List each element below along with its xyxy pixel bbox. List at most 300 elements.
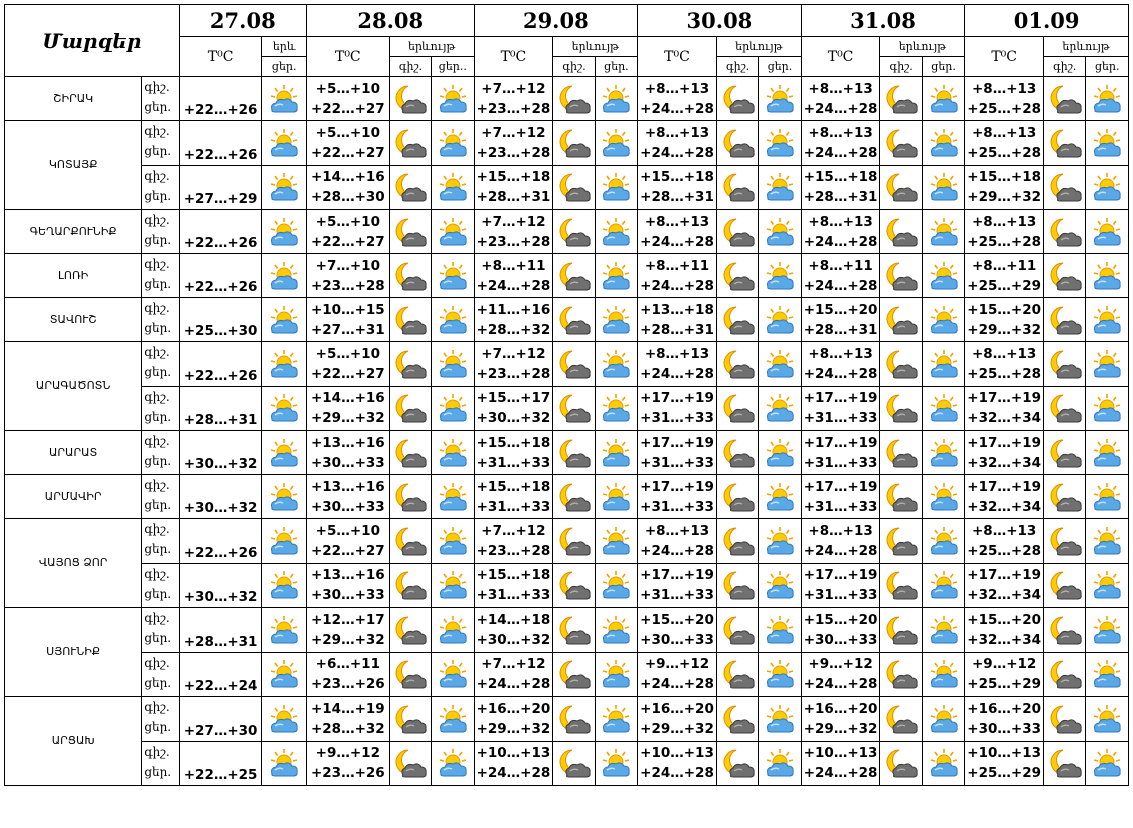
day-temp: +24…+28	[640, 100, 714, 117]
night-temp: +8…+13	[808, 80, 873, 97]
moon-cloud-icon	[389, 77, 431, 121]
sun-cloud-icon	[759, 342, 801, 387]
moon-cloud-icon	[553, 210, 595, 254]
night-temp: +8…+13	[972, 522, 1037, 539]
day-temp: +28…+31	[803, 321, 878, 338]
night-temp: +13…+16	[310, 567, 385, 584]
sun-cloud-icon	[922, 121, 964, 166]
region-name: ԱՐԱԳԱԾՈՏՆ	[5, 342, 142, 431]
moon-cloud-icon	[716, 697, 758, 742]
moon-cloud-icon	[1044, 254, 1086, 298]
night-label: գիշ.	[144, 522, 170, 536]
temp-range-pair	[306, 475, 389, 519]
table-row	[5, 475, 1129, 519]
sun-cloud-icon	[432, 563, 474, 608]
moon-cloud-icon	[880, 254, 922, 298]
time-labels	[142, 254, 179, 298]
sun-cloud-icon	[1086, 741, 1129, 786]
time-labels	[142, 608, 179, 653]
temp-header-4: T⁰C	[801, 37, 880, 77]
day-temp: +31…+33	[476, 454, 551, 471]
temp-range: +30…+32	[179, 563, 262, 608]
temp-range-pair	[965, 121, 1044, 166]
moon-cloud-icon	[1044, 475, 1086, 519]
temp-range-pair	[306, 431, 389, 475]
temp-header-1: T⁰C	[306, 37, 389, 77]
header-date-row	[5, 5, 1129, 37]
day-temp: +23…+28	[476, 233, 551, 250]
moon-cloud-icon	[880, 563, 922, 608]
day-temp: +24…+28	[640, 676, 714, 693]
sun-cloud-icon	[262, 165, 306, 210]
day-header-2: ցեր.	[595, 57, 637, 77]
day-temp: +29…+32	[803, 720, 878, 737]
day-temp: +24…+28	[803, 542, 878, 559]
sun-cloud-icon	[1086, 342, 1129, 387]
sun-cloud-icon	[262, 342, 306, 387]
temp-range: +22…+26	[179, 254, 262, 298]
moon-cloud-icon	[553, 697, 595, 742]
sun-cloud-icon	[595, 121, 637, 166]
temp-range-pair	[306, 563, 389, 608]
moon-cloud-icon	[880, 475, 922, 519]
night-temp: +16…+20	[967, 700, 1041, 717]
moon-cloud-icon	[716, 254, 758, 298]
sun-cloud-icon	[922, 165, 964, 210]
temp-range-pair	[801, 342, 880, 387]
temp-range-pair	[965, 697, 1044, 742]
phenomenon-header-5: երևույթ	[1044, 37, 1129, 57]
phenomenon-header-3: երևույթ	[716, 37, 801, 57]
sun-cloud-icon	[262, 563, 306, 608]
moon-cloud-icon	[553, 165, 595, 210]
temp-range-pair	[474, 386, 553, 431]
temp-range-pair	[306, 298, 389, 342]
temp-range-pair	[638, 741, 717, 786]
night-temp: +10…+13	[476, 745, 551, 762]
sun-cloud-icon	[262, 386, 306, 431]
sun-cloud-icon	[432, 77, 474, 121]
day-header-1: ցեր..	[432, 57, 474, 77]
table-row	[5, 563, 1129, 608]
moon-cloud-icon	[553, 121, 595, 166]
day-temp: +24…+28	[640, 144, 714, 161]
night-temp: +17…+19	[640, 390, 714, 407]
temp-range-pair	[965, 386, 1044, 431]
temp-range-pair	[801, 741, 880, 786]
night-temp: +14…+16	[310, 169, 385, 186]
temp-range-pair	[638, 210, 717, 254]
temp-range: +28…+31	[179, 386, 262, 431]
sun-cloud-icon	[1086, 386, 1129, 431]
day-temp: +24…+28	[640, 365, 714, 382]
day-temp: +23…+28	[476, 365, 551, 382]
day-temp: +25…+28	[967, 144, 1041, 161]
sun-cloud-icon	[759, 475, 801, 519]
sun-cloud-icon	[922, 475, 964, 519]
moon-cloud-icon	[880, 519, 922, 564]
sun-cloud-icon	[1086, 254, 1129, 298]
night-header-2: գիշ.	[553, 57, 595, 77]
moon-cloud-icon	[1044, 77, 1086, 121]
day-temp: +25…+28	[967, 233, 1041, 250]
moon-cloud-icon	[716, 608, 758, 653]
temp-range: +22…+26	[179, 77, 262, 121]
night-temp: +15…+18	[803, 169, 878, 186]
moon-cloud-icon	[1044, 563, 1086, 608]
moon-cloud-icon	[389, 697, 431, 742]
moon-cloud-icon	[553, 386, 595, 431]
day-temp: +24…+28	[803, 676, 878, 693]
sun-cloud-icon	[922, 254, 964, 298]
temp-range-pair	[638, 254, 717, 298]
temp-range-pair	[306, 121, 389, 166]
temp-range-pair	[474, 77, 553, 121]
night-temp: +8…+11	[481, 257, 546, 274]
date-header-1: 28.08	[306, 5, 474, 37]
phenomenon-header-4: երևույթ	[880, 37, 965, 57]
day-temp: +29…+32	[967, 321, 1041, 338]
night-label: գիշ.	[144, 345, 170, 359]
day-temp: +29…+32	[310, 410, 385, 427]
sun-cloud-icon	[262, 77, 306, 121]
sun-cloud-icon	[595, 697, 637, 742]
moon-cloud-icon	[553, 519, 595, 564]
night-temp: +8…+11	[972, 257, 1037, 274]
temp-range-pair	[474, 298, 553, 342]
night-temp: +8…+13	[644, 213, 710, 230]
moon-cloud-icon	[553, 608, 595, 653]
night-temp: +15…+18	[967, 169, 1041, 186]
temp-range-pair	[965, 608, 1044, 653]
day-temp: +31…+33	[803, 498, 878, 515]
day-temp: +24…+28	[640, 765, 714, 782]
night-temp: +17…+19	[803, 390, 878, 407]
moon-cloud-icon	[389, 652, 431, 697]
night-temp: +8…+11	[808, 257, 873, 274]
temp-range-pair	[965, 210, 1044, 254]
day-temp: +30…+33	[310, 454, 385, 471]
night-label: գիշ.	[144, 389, 170, 404]
day-temp: +24…+28	[803, 365, 878, 382]
moon-cloud-icon	[880, 298, 922, 342]
time-labels	[142, 652, 179, 697]
moon-cloud-icon	[716, 298, 758, 342]
temp-range-pair	[306, 697, 389, 742]
night-temp: +17…+19	[803, 567, 878, 584]
temp-range-pair	[965, 563, 1044, 608]
sun-cloud-icon	[262, 121, 306, 166]
sun-cloud-icon	[759, 652, 801, 697]
day-header-5: ցեր.	[1086, 57, 1129, 77]
day-temp: +24…+28	[640, 233, 714, 250]
table-row	[5, 254, 1129, 298]
temp-range-pair	[801, 210, 880, 254]
moon-cloud-icon	[716, 431, 758, 475]
moon-cloud-icon	[389, 210, 431, 254]
day-label: ցեր.	[144, 365, 172, 379]
day-header-3: ցեր.	[759, 57, 801, 77]
moon-cloud-icon	[389, 475, 431, 519]
table-row	[5, 342, 1129, 387]
table-row	[5, 210, 1129, 254]
temp-range-pair	[474, 608, 553, 653]
night-temp: +14…+18	[476, 611, 551, 628]
night-temp: +15…+18	[640, 169, 714, 186]
night-header-5: գիշ.	[1044, 57, 1086, 77]
temp-header-5: T⁰C	[965, 37, 1044, 77]
table-row	[5, 77, 1129, 121]
moon-cloud-icon	[553, 298, 595, 342]
day-temp: +32…+34	[967, 587, 1041, 604]
day-label: ցեր.	[144, 586, 172, 601]
moon-cloud-icon	[1044, 298, 1086, 342]
night-temp: +15…+20	[967, 301, 1041, 318]
temp-range: +27…+30	[179, 697, 262, 742]
night-temp: +13…+16	[310, 434, 385, 451]
day-temp: +29…+32	[310, 631, 385, 648]
sun-cloud-icon	[595, 254, 637, 298]
night-temp: +5…+10	[315, 124, 380, 141]
night-temp: +5…+10	[315, 522, 380, 539]
moon-cloud-icon	[1044, 165, 1086, 210]
night-temp: +8…+13	[972, 124, 1037, 141]
moon-cloud-icon	[1044, 608, 1086, 653]
sun-cloud-icon	[1086, 431, 1129, 475]
night-temp: +12…+17	[310, 611, 385, 628]
night-temp: +17…+19	[967, 478, 1041, 495]
sun-cloud-icon	[1086, 165, 1129, 210]
temp-range-pair	[965, 519, 1044, 564]
sun-cloud-icon	[595, 608, 637, 653]
day-temp: +24…+28	[803, 765, 878, 782]
sun-cloud-icon	[1086, 77, 1129, 121]
temp-range-pair	[801, 697, 880, 742]
moon-cloud-icon	[880, 431, 922, 475]
temp-range: +22…+26	[179, 519, 262, 564]
sun-cloud-icon	[1086, 121, 1129, 166]
night-temp: +15…+20	[967, 611, 1041, 628]
sun-cloud-icon	[595, 298, 637, 342]
table-row	[5, 431, 1129, 475]
night-temp: +15…+20	[803, 301, 878, 318]
temp-range: +22…+26	[179, 210, 262, 254]
moon-cloud-icon	[880, 77, 922, 121]
sun-cloud-icon	[595, 77, 637, 121]
night-temp: +10…+13	[640, 745, 714, 762]
sun-cloud-icon	[432, 342, 474, 387]
day-temp: +22…+27	[310, 542, 385, 559]
phenomenon-header-1: երևույթ	[389, 37, 474, 57]
region-name: ԱՐԱՐԱՏ	[5, 431, 142, 475]
night-temp: +17…+19	[640, 567, 714, 584]
night-temp: +10…+13	[967, 745, 1041, 762]
moon-cloud-icon	[716, 121, 758, 166]
day-temp: +25…+28	[967, 365, 1041, 382]
day-temp: +29…+32	[476, 720, 551, 737]
temp-range-pair	[801, 431, 880, 475]
night-header-3: գիշ.	[716, 57, 758, 77]
night-temp: +16…+20	[803, 700, 878, 717]
temp-range-pair	[474, 519, 553, 564]
moon-cloud-icon	[880, 210, 922, 254]
temp-range: +22…+25	[179, 741, 262, 786]
day-label: ցեր.	[144, 675, 172, 690]
day-temp: +31…+33	[640, 410, 714, 427]
sun-cloud-icon	[922, 386, 964, 431]
time-labels	[142, 475, 179, 519]
day-label: ցեր.	[144, 277, 172, 291]
night-temp: +15…+18	[476, 478, 551, 495]
temp-range-pair	[801, 298, 880, 342]
moon-cloud-icon	[389, 741, 431, 786]
night-temp: +10…+13	[803, 745, 878, 762]
moon-cloud-icon	[716, 652, 758, 697]
night-label: գիշ.	[144, 566, 170, 581]
temp-range-pair	[638, 652, 717, 697]
night-label: գիշ.	[144, 744, 170, 759]
sun-cloud-icon	[432, 210, 474, 254]
sun-cloud-icon	[922, 608, 964, 653]
region-name: ԼՈՌԻ	[5, 254, 142, 298]
night-temp: +8…+13	[808, 522, 873, 539]
temp-range: +22…+26	[179, 342, 262, 387]
night-temp: +14…+19	[310, 700, 385, 717]
region-name: ԱՐՑԱԽ	[5, 697, 142, 786]
region-name: ԱՐՄԱՎԻՐ	[5, 475, 142, 519]
temp-range-pair	[965, 431, 1044, 475]
sun-cloud-icon	[1086, 298, 1129, 342]
sun-cloud-icon	[759, 210, 801, 254]
sun-cloud-icon	[262, 298, 306, 342]
night-header-1: գիշ.	[389, 57, 431, 77]
day-header-4: ցեր.	[922, 57, 964, 77]
moon-cloud-icon	[1044, 519, 1086, 564]
day-temp: +24…+28	[803, 144, 878, 161]
day-temp: +23…+28	[310, 277, 385, 294]
moon-cloud-icon	[880, 342, 922, 387]
time-labels	[142, 563, 179, 608]
night-temp: +8…+13	[808, 124, 873, 141]
night-temp: +7…+10	[315, 257, 380, 274]
sun-cloud-icon	[595, 210, 637, 254]
night-temp: +8…+13	[972, 345, 1037, 362]
night-label: գիշ.	[144, 168, 170, 183]
day-temp: +31…+33	[803, 410, 878, 427]
day-temp: +28…+30	[310, 189, 385, 206]
day-temp: +24…+28	[640, 277, 714, 294]
moon-cloud-icon	[553, 475, 595, 519]
night-temp: +16…+20	[476, 700, 551, 717]
moon-cloud-icon	[389, 298, 431, 342]
sun-cloud-icon	[595, 475, 637, 519]
sun-cloud-icon	[759, 519, 801, 564]
temp-range-pair	[965, 475, 1044, 519]
night-label: գիշ.	[144, 434, 170, 448]
night-temp: +6…+11	[315, 656, 380, 673]
night-label: գիշ.	[144, 611, 170, 625]
region-name: ՇԻՐԱԿ	[5, 77, 142, 121]
moon-cloud-icon	[1044, 697, 1086, 742]
temp-range-pair	[801, 77, 880, 121]
day-temp: +22…+27	[310, 233, 385, 250]
day-temp: +25…+29	[967, 765, 1041, 782]
day-label: ցեր.	[144, 233, 172, 247]
time-labels	[142, 210, 179, 254]
moon-cloud-icon	[389, 254, 431, 298]
region-name: ՎԱՅՈՑ ՁՈՐ	[5, 519, 142, 608]
sun-cloud-icon	[432, 697, 474, 742]
day-temp: +31…+33	[640, 498, 714, 515]
time-labels	[142, 165, 179, 210]
temp-range-pair	[474, 210, 553, 254]
night-temp: +7…+12	[481, 213, 546, 230]
day-label: ցեր.	[144, 409, 172, 424]
time-labels	[142, 697, 179, 742]
temp-range: +27…+29	[179, 165, 262, 210]
moon-cloud-icon	[389, 519, 431, 564]
temp-range-pair	[306, 165, 389, 210]
night-temp: +17…+19	[967, 390, 1041, 407]
time-labels	[142, 386, 179, 431]
temp-range-pair	[965, 77, 1044, 121]
night-temp: +7…+12	[481, 656, 546, 673]
moon-cloud-icon	[716, 342, 758, 387]
sun-cloud-icon	[595, 519, 637, 564]
night-temp: +8…+13	[972, 213, 1037, 230]
night-label: գիշ.	[144, 257, 170, 271]
moon-cloud-icon	[553, 77, 595, 121]
temp-range-pair	[801, 652, 880, 697]
day-label: ցեր.	[144, 100, 172, 114]
moon-cloud-icon	[389, 431, 431, 475]
moon-cloud-icon	[1044, 342, 1086, 387]
day-temp: +23…+28	[476, 144, 551, 161]
day-temp: +28…+31	[640, 321, 714, 338]
moon-cloud-icon	[716, 741, 758, 786]
night-temp: +9…+12	[972, 656, 1037, 673]
sun-cloud-icon	[759, 77, 801, 121]
night-temp: +8…+13	[644, 124, 710, 141]
sun-cloud-icon	[595, 563, 637, 608]
day-temp: +28…+32	[476, 321, 551, 338]
region-name: ՏԱՎՈՒՇ	[5, 298, 142, 342]
day-temp: +29…+32	[640, 720, 714, 737]
sun-cloud-icon	[432, 519, 474, 564]
moon-cloud-icon	[716, 210, 758, 254]
day-temp: +31…+33	[803, 454, 878, 471]
temp-range-pair	[306, 741, 389, 786]
time-labels	[142, 741, 179, 786]
sun-cloud-icon	[1086, 210, 1129, 254]
sun-cloud-icon	[432, 431, 474, 475]
region-name: ԿՈՏԱՅՔ	[5, 121, 142, 210]
sun-cloud-icon	[922, 741, 964, 786]
day-temp: +28…+31	[803, 189, 878, 206]
night-temp: +10…+15	[310, 301, 385, 318]
sun-cloud-icon	[1086, 475, 1129, 519]
time-labels	[142, 121, 179, 166]
moon-cloud-icon	[716, 475, 758, 519]
sun-cloud-icon	[262, 741, 306, 786]
day-temp: +23…+28	[476, 542, 551, 559]
night-temp: +13…+18	[640, 301, 714, 318]
temp-range-pair	[306, 342, 389, 387]
temp-range-pair	[638, 386, 717, 431]
day-label: ցեր.	[144, 542, 172, 556]
moon-cloud-icon	[716, 77, 758, 121]
temp-range-pair	[306, 254, 389, 298]
